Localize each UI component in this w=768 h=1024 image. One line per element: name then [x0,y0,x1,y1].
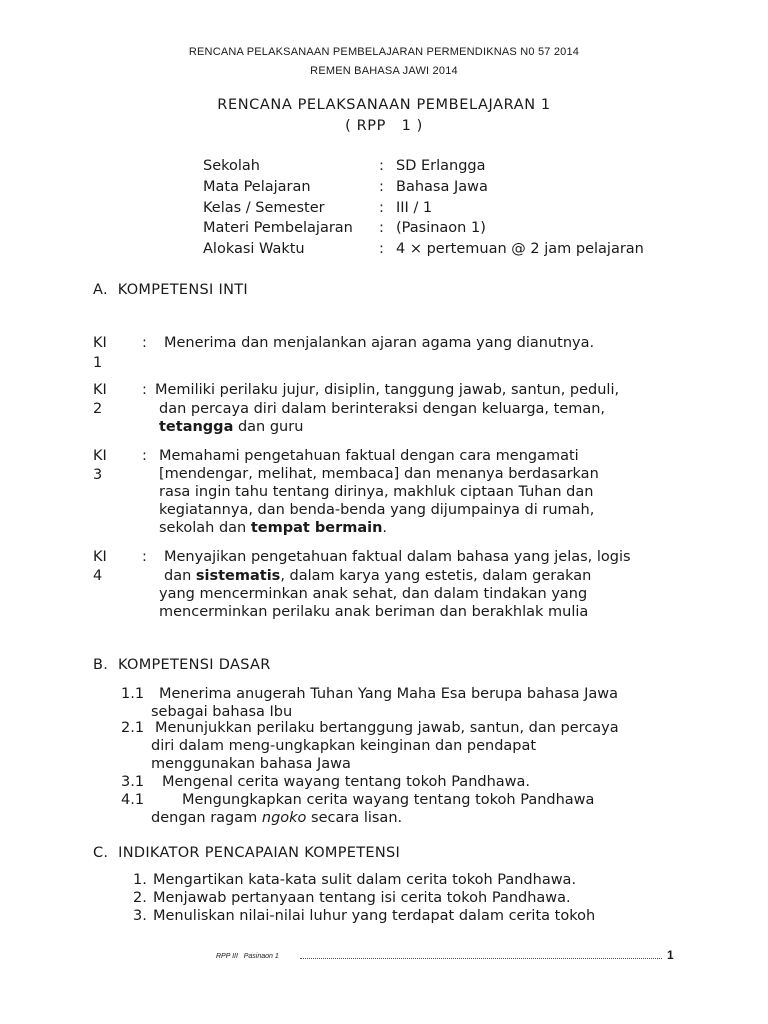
identity-label: Alokasi Waktu [203,241,305,257]
indicator-number: 2. [133,890,147,906]
identity-label: Materi Pembelajaran [203,220,353,236]
identity-value: III / 1 [396,200,433,216]
identity-separator: : [379,220,384,236]
document-header-line1: RENCANA PELAKSANAAN PEMBELAJARAN PERMENDIKNAS N0 57 2014 [188,46,580,58]
footer-text: RPP III Pasinaon 1 [216,953,279,960]
kd-text-post: secara lisan. [306,810,403,826]
footer-dotted-leader [300,958,662,959]
identity-separator: : [379,179,384,195]
ki-text: Menyajikan pengetahuan faktual dalam bahasa yang jelas, logis [164,549,631,565]
ki-text-post: , dalam karya yang estetis, dalam gerakan [280,568,592,584]
identity-value: SD Erlangga [396,158,486,174]
ki-text [159,419,303,435]
page-number: 1 [667,948,674,962]
kd-text: Menunjukkan perilaku bertanggung jawab, santun, dan percaya [155,720,619,736]
kd-number: 3.1 [121,774,145,790]
ki-text: Memiliki perilaku jujur, disiplin, tanggung jawab, santun, peduli, [155,382,620,398]
ki-text: [mendengar, melihat, membaca] dan menanya berdasarkan [159,466,599,482]
ki-number: 4 [93,568,103,584]
page-subtitle: ( RPP 1 ) [345,118,423,134]
ki-separator: : [142,335,147,351]
ki-text: dan percaya diri dalam berinteraksi dengan keluarga, teman, [159,401,606,417]
ki-text-post: . [382,520,388,536]
ki-text-bold: sistematis [195,568,281,584]
kd-text: Mengungkapkan cerita wayang tentang tokoh Pandhawa [182,792,595,808]
section-b-heading: B. KOMPETENSI DASAR [93,657,271,673]
ki-text-pre: dan [164,568,196,584]
ki-text-bold: tempat bermain [250,520,383,536]
section-c-heading: C. INDIKATOR PENCAPAIAN KOMPETENSI [93,845,401,861]
ki-text [159,520,387,536]
kd-number: 2.1 [121,720,145,736]
document-header-line2: REMEN BAHASA JAWI 2014 [310,65,458,77]
ki-separator: : [142,549,147,565]
ki-code: KI [93,382,107,398]
ki-text: Memahami pengetahuan faktual dengan cara mengamati [159,448,579,464]
kd-text: menggunakan bahasa Jawa [151,756,351,772]
ki-text: yang mencerminkan anak sehat, dan dalam tindakan yang [159,586,588,602]
ki-number: 1 [93,355,103,371]
ki-text: Menerima dan menjalankan ajaran agama yang dianutnya. [164,335,595,351]
ki-number: 3 [93,467,103,483]
kd-text: Mengenal cerita wayang tentang tokoh Pandhawa. [162,774,531,790]
identity-separator: : [379,241,384,257]
ki-text-pre: sekolah dan [159,520,251,536]
section-a-heading: A. KOMPETENSI INTI [93,282,248,298]
page-title: RENCANA PELAKSANAAN PEMBELAJARAN 1 [217,97,551,113]
indicator-number: 3. [133,908,147,924]
ki-code: KI [93,448,107,464]
kd-text-pre: dengan ragam [151,810,262,826]
ki-code: KI [93,335,107,351]
ki-text-rest: dan guru [233,419,304,435]
indicator-text: Mengartikan kata-kata sulit dalam cerita tokoh Pandhawa. [153,872,577,888]
kd-text-italic: ngoko [261,810,307,826]
identity-label: Mata Pelajaran [203,179,311,195]
ki-separator: : [142,448,147,464]
ki-text: kegiatannya, dan benda-benda yang dijumpainya di rumah, [159,502,595,518]
kd-number: 1.1 [121,686,145,702]
kd-text [151,810,402,826]
identity-value: Bahasa Jawa [396,179,488,195]
identity-label: Sekolah [203,158,260,174]
ki-text [164,568,591,584]
ki-code: KI [93,549,107,565]
kd-number: 4.1 [121,792,145,808]
identity-label: Kelas / Semester [203,200,325,216]
kd-text: diri dalam meng-ungkapkan keinginan dan pendapat [151,738,537,754]
indicator-number: 1. [133,872,147,888]
kd-text: Menerima anugerah Tuhan Yang Maha Esa berupa bahasa Jawa [159,686,619,702]
indicator-text: Menjawab pertanyaan tentang isi cerita tokoh Pandhawa. [153,890,571,906]
ki-number: 2 [93,401,103,417]
ki-separator: : [142,382,147,398]
identity-separator: : [379,158,384,174]
ki-text: mencerminkan perilaku anak beriman dan berakhlak mulia [159,604,589,620]
kd-text: sebagai bahasa Ibu [151,704,293,720]
ki-text-bold: tetangga [159,419,234,435]
identity-value: (Pasinaon 1) [396,220,486,236]
identity-value: 4 × pertemuan @ 2 jam pelajaran [396,241,644,257]
identity-separator: : [379,200,384,216]
ki-text: rasa ingin tahu tentang dirinya, makhluk ciptaan Tuhan dan [159,484,594,500]
indicator-text: Menuliskan nilai-nilai luhur yang terdapat dalam cerita tokoh [153,908,596,924]
